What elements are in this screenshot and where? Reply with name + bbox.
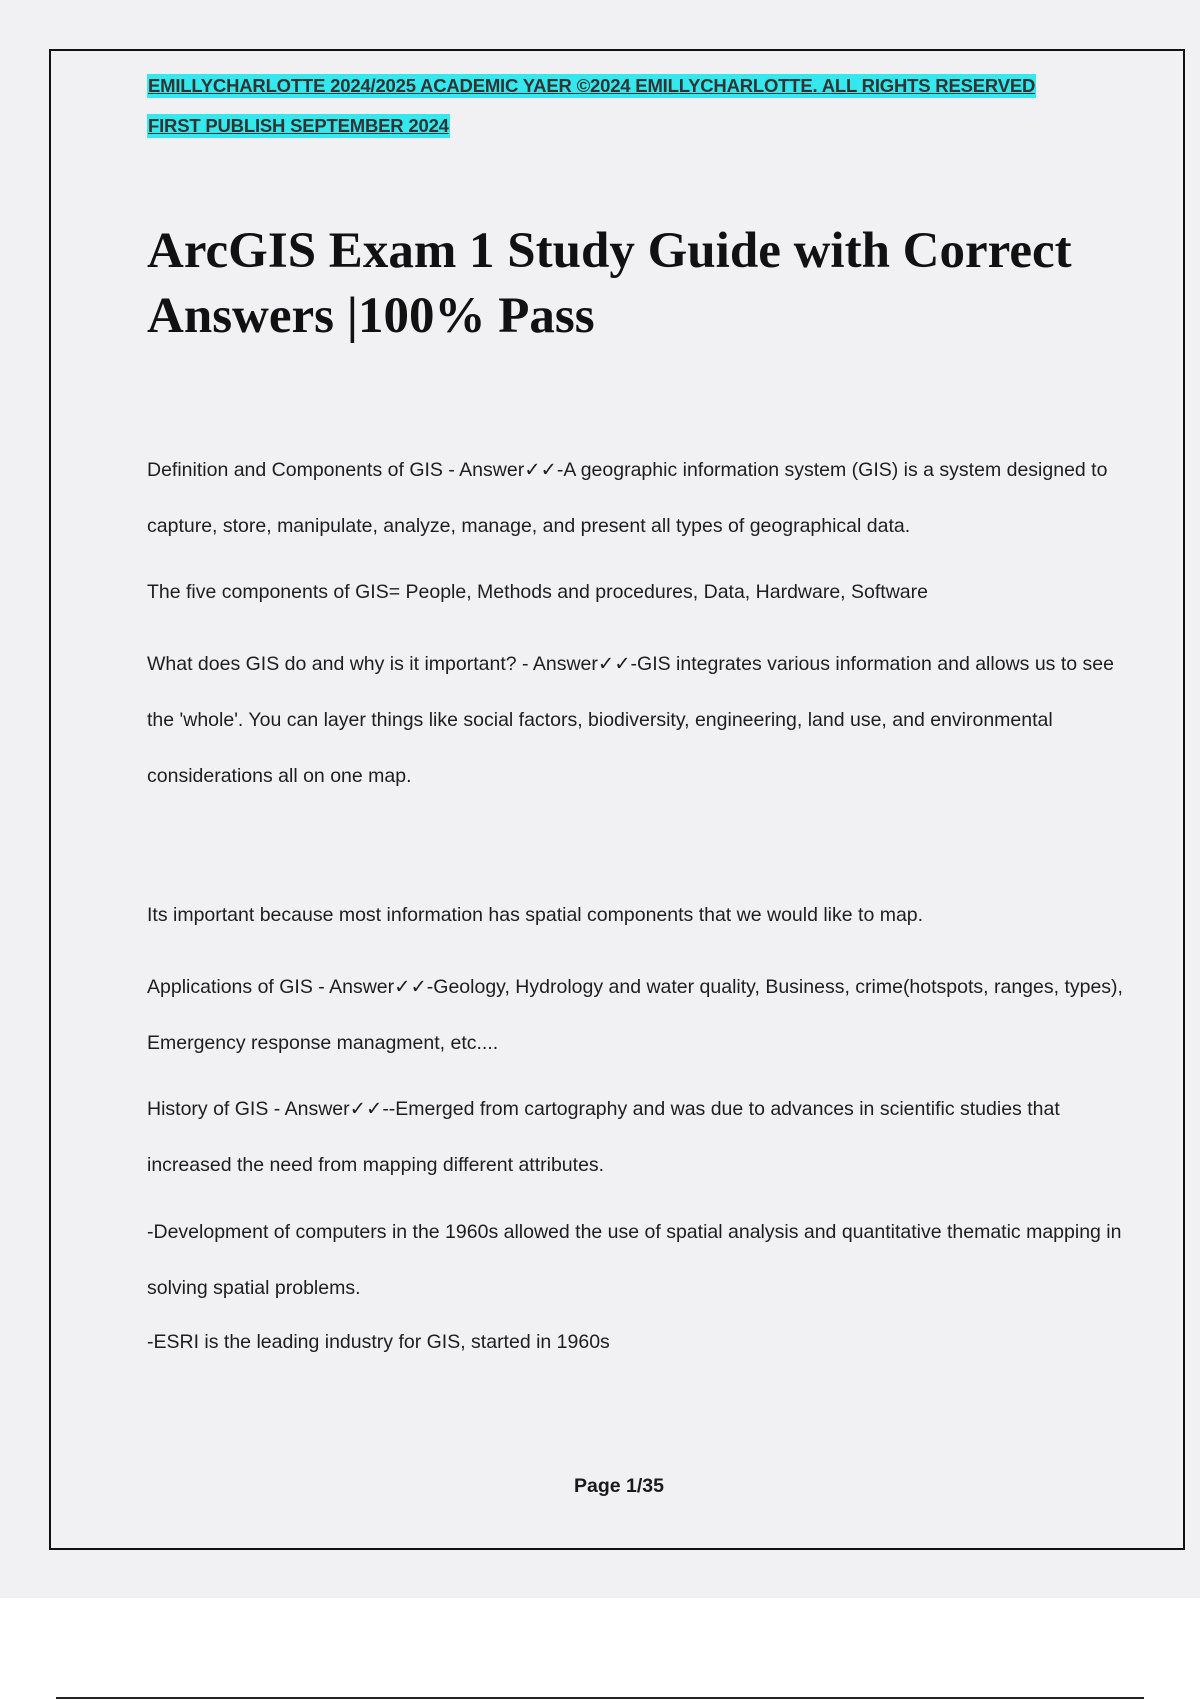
document-page — [49, 49, 1185, 1550]
paragraph-gis-applications: Applications of GIS - Answer✓✓-Geology, Hydrology and water quality, Business, crime(hotspots, ranges, types), Emergency response managment, etc.... — [147, 976, 1123, 1054]
paragraph-spatial-importance: Its important because most information has spatial components that we would like to map. — [147, 904, 924, 926]
paragraph-gis-importance: What does GIS do and why is it important? - Answer✓✓-GIS integrates various information and allows us to see the 'whole'. You can layer things like social factors, biodiversity, engineering, land use, and environmental considerations all on one map. — [147, 653, 1114, 787]
publish-date-header: FIRST PUBLISH SEPTEMBER 2024 — [148, 115, 449, 136]
document-title: ArcGIS Exam 1 Study Guide with Correct Answers |100% Pass — [147, 223, 1072, 344]
paragraph-computers-1960s: -Development of computers in the 1960s allowed the use of spatial analysis and quantitative thematic mapping in solving spatial problems. — [147, 1221, 1122, 1299]
paragraph-esri: -ESRI is the leading industry for GIS, started in 1960s — [147, 1331, 610, 1353]
paragraph-gis-history: History of GIS - Answer✓✓--Emerged from cartography and was due to advances in scientific studies that increased the need from mapping different attributes. — [147, 1098, 1060, 1176]
bottom-divider — [56, 1697, 1144, 1699]
paragraph-gis-components: The five components of GIS= People, Methods and procedures, Data, Hardware, Software — [147, 581, 928, 603]
copyright-header: EMILLYCHARLOTTE 2024/2025 ACADEMIC YAER ©2024 EMILLYCHARLOTTE. ALL RIGHTS RESERVED — [148, 75, 1036, 96]
page-number: Page 1/35 — [574, 1475, 664, 1497]
paragraph-gis-definition: Definition and Components of GIS - Answer✓✓-A geographic information system (GIS) is a system designed to capture, store, manipulate, analyze, manage, and present all types of geographical data. — [147, 459, 1108, 537]
next-page-area — [0, 1598, 1200, 1700]
